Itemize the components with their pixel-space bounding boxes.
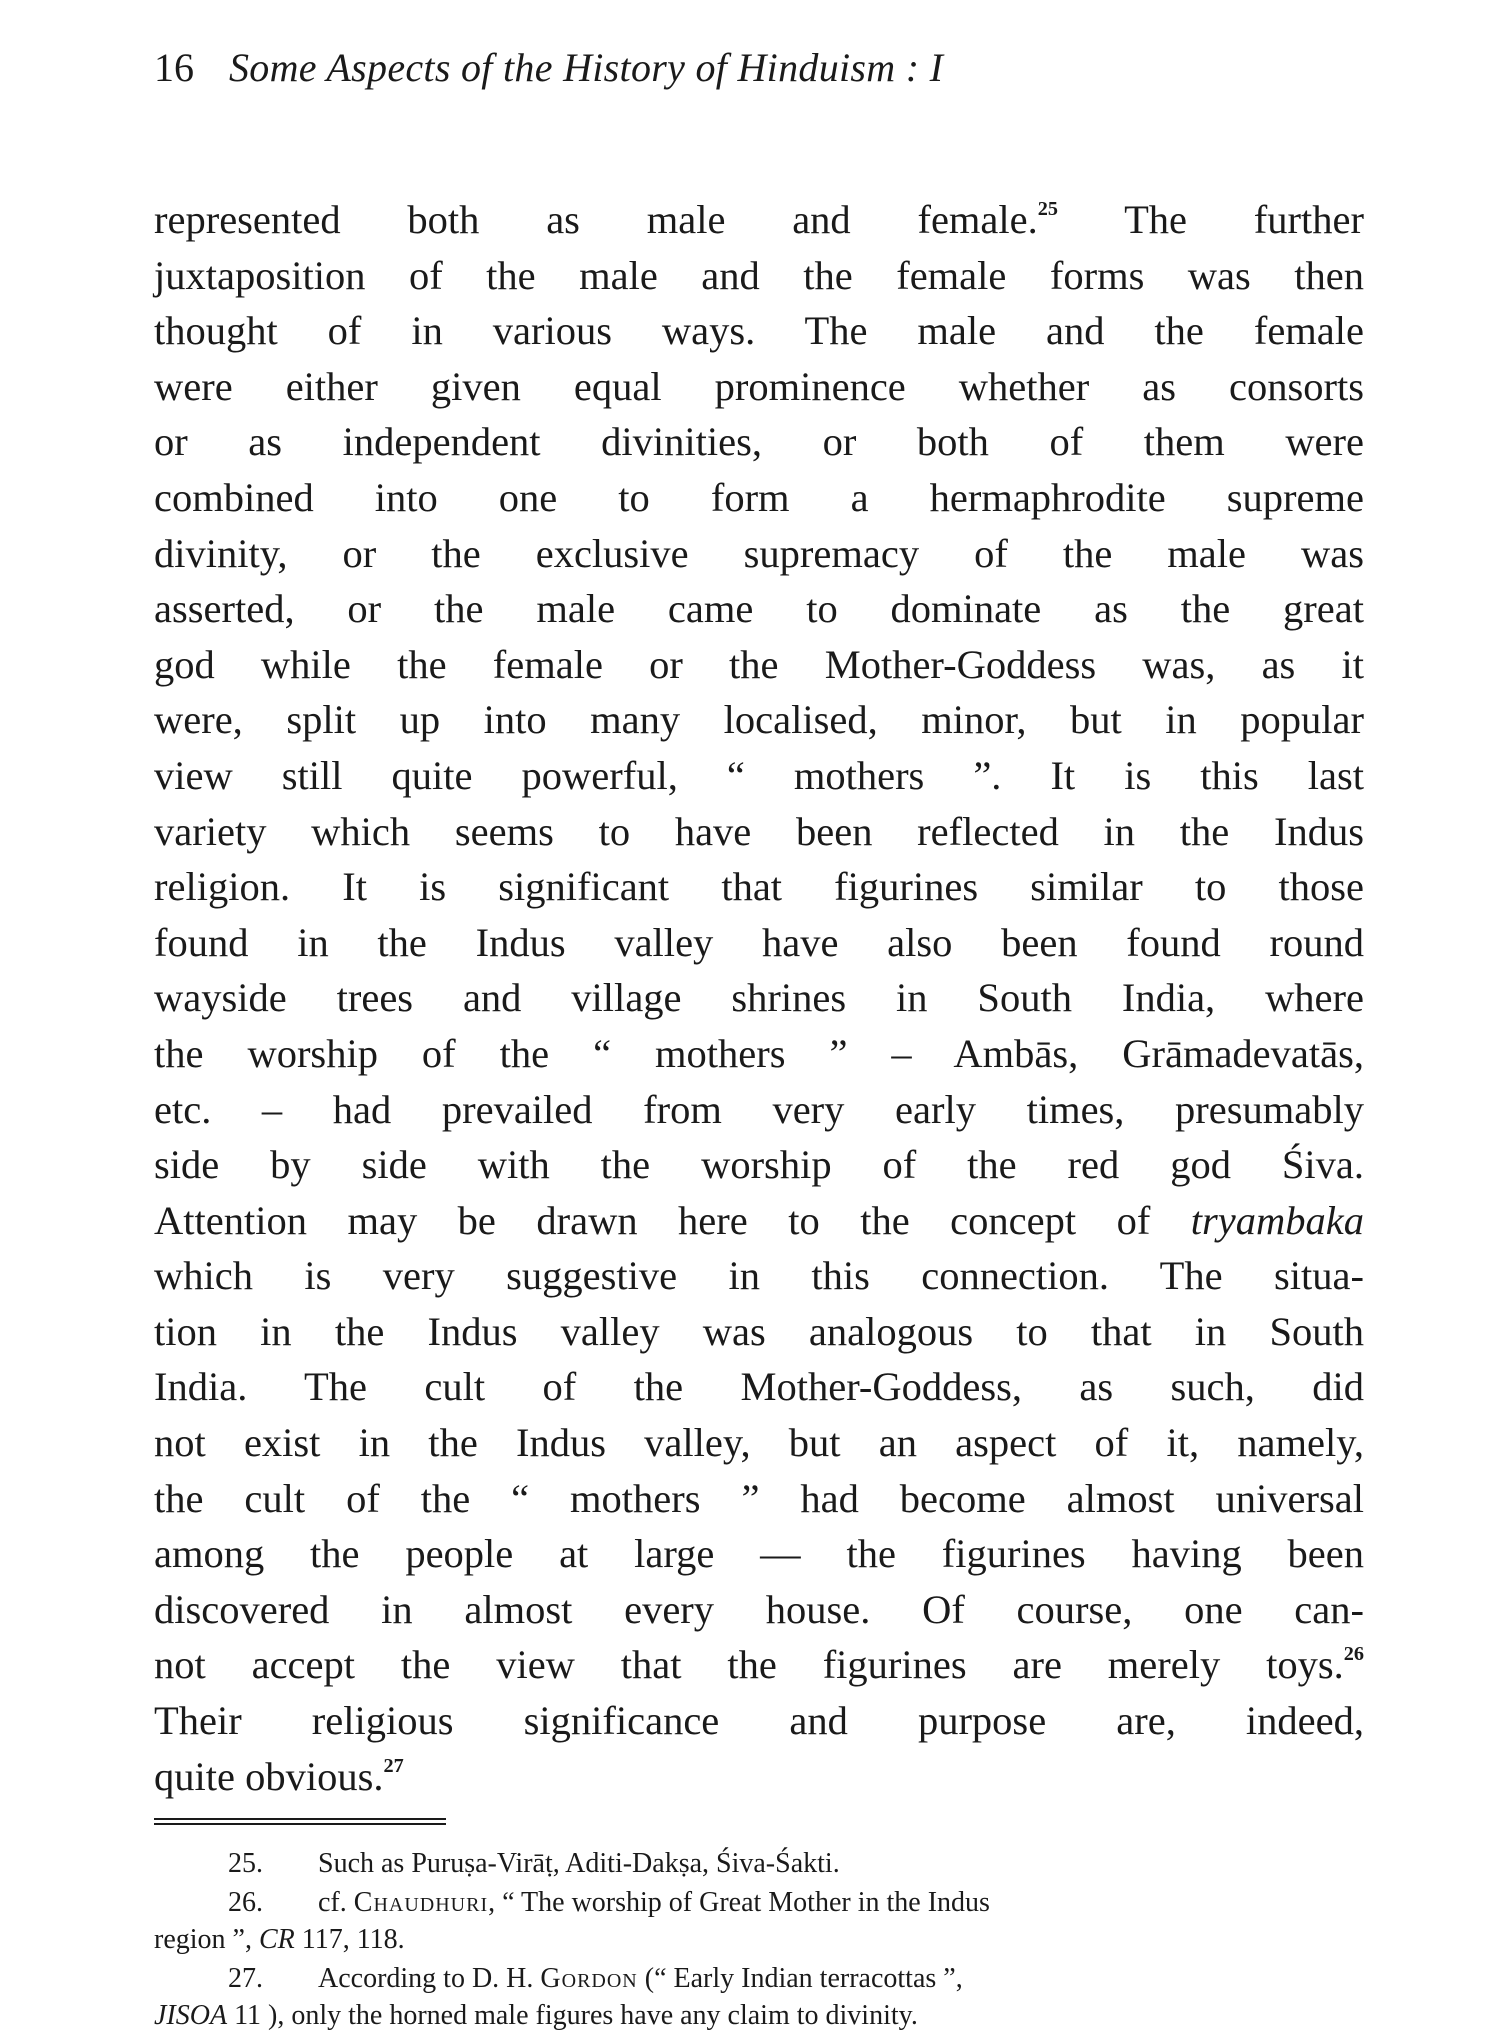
text-line: or as independent divinities, or both of them were xyxy=(154,419,1364,465)
text-line: god while the female or the Mother-Goddess was, as it xyxy=(154,641,1364,687)
footnotes xyxy=(154,1845,1364,2034)
page-number: 16 xyxy=(154,45,194,90)
text-line: wayside trees and village shrines in South India, where xyxy=(154,975,1364,1021)
text-line: among the people at large — the figurines having been xyxy=(154,1531,1364,1577)
text-line: quite obvious.$^{27}$ xyxy=(154,1753,404,1799)
footnote-author: Gordon xyxy=(540,1963,638,1995)
text-line: which is very suggestive in this connection. The situa- xyxy=(154,1253,1364,1299)
text-line: divinity, or the exclusive supremacy of the male was xyxy=(154,530,1364,576)
text-line: variety which seems to have been reflected in the Indus xyxy=(154,808,1364,854)
footnote-author: Chaudhuri xyxy=(353,1887,489,1919)
text-line: tion in the Indus valley was analogous to that in South xyxy=(154,1308,1364,1354)
journal-abbrev: JISOA xyxy=(154,2000,228,2032)
text-line: the worship of the “ mothers ” – Ambās, Grāmadevatās, xyxy=(154,1030,1364,1076)
footnote-ref-25[interactable]: 25 xyxy=(1037,197,1059,220)
text-line: Attention may be drawn here to the concept of tryambaka xyxy=(154,1197,1364,1243)
footnote-text: Such as Puruṣa-Virāṭ, Aditi-Dakṣa, Śiva-Śakti. xyxy=(318,1848,840,1880)
italic-term: tryambaka xyxy=(1190,1197,1364,1243)
text-line: thought of in various ways. The male and the female xyxy=(154,308,1364,354)
footnote-ref-27[interactable]: 27 xyxy=(383,1754,404,1777)
body-text xyxy=(154,192,1364,1804)
text-line: were either given equal prominence whether as consorts xyxy=(154,363,1364,409)
text-line: side by side with the worship of the red god Śiva. xyxy=(154,1142,1364,1188)
text-line: found in the Indus valley have also been found round xyxy=(154,919,1364,965)
footnote-divider xyxy=(154,1818,446,1825)
footnote-number: 26. xyxy=(228,1887,263,1919)
footnote-27: 27. According to D. H. Gordon (“ Early Indian terracottas ”, JISOA 11 ), only the horned male figures have any claim to divinity. xyxy=(154,1960,1364,2034)
text-line: view still quite powerful, “ mothers ”. It is this last xyxy=(154,752,1364,798)
text-line: discovered in almost every house. Of course, one can- xyxy=(154,1586,1364,1632)
text-line: India. The cult of the Mother-Goddess, as such, did xyxy=(154,1364,1364,1410)
running-head xyxy=(154,44,1364,108)
footnote-25 xyxy=(154,1845,1364,1882)
footnote-26: 26. cf. Chaudhuri, “ The worship of Great Mother in the Indus region ”, CR 117, 118. xyxy=(154,1884,1364,1958)
journal-abbrev: CR xyxy=(258,1924,295,1956)
text-line: Their religious significance and purpose are, indeed, xyxy=(154,1698,1364,1744)
footnote-number: 27. xyxy=(228,1963,263,1995)
text-line: etc. – had prevailed from very early times, presumably xyxy=(154,1086,1364,1132)
text-line: asserted, or the male came to dominate as the great xyxy=(154,586,1364,632)
text-line: represented both as male and female.$^{25}$ The further xyxy=(154,197,1364,242)
text-line: the cult of the “ mothers ” had become almost universal xyxy=(154,1475,1364,1521)
footnote-ref-26[interactable]: 26 xyxy=(1343,1643,1364,1666)
text-line: religion. It is significant that figurines similar to those xyxy=(154,864,1364,910)
text-line: not exist in the Indus valley, but an aspect of it, namely, xyxy=(154,1420,1364,1466)
text-line: combined into one to form a hermaphrodite supreme xyxy=(154,474,1364,520)
text-line: not accept the view that the figurines are merely toys.$^{26}$ xyxy=(154,1642,1364,1688)
book-page xyxy=(154,44,1364,2034)
running-title: Some Aspects of the History of Hinduism : I xyxy=(229,45,944,90)
footnote-number: 25. xyxy=(228,1848,263,1880)
text-line: juxtaposition of the male and the female forms was then xyxy=(154,252,1364,298)
text-line: were, split up into many localised, minor, but in popular xyxy=(154,697,1364,743)
